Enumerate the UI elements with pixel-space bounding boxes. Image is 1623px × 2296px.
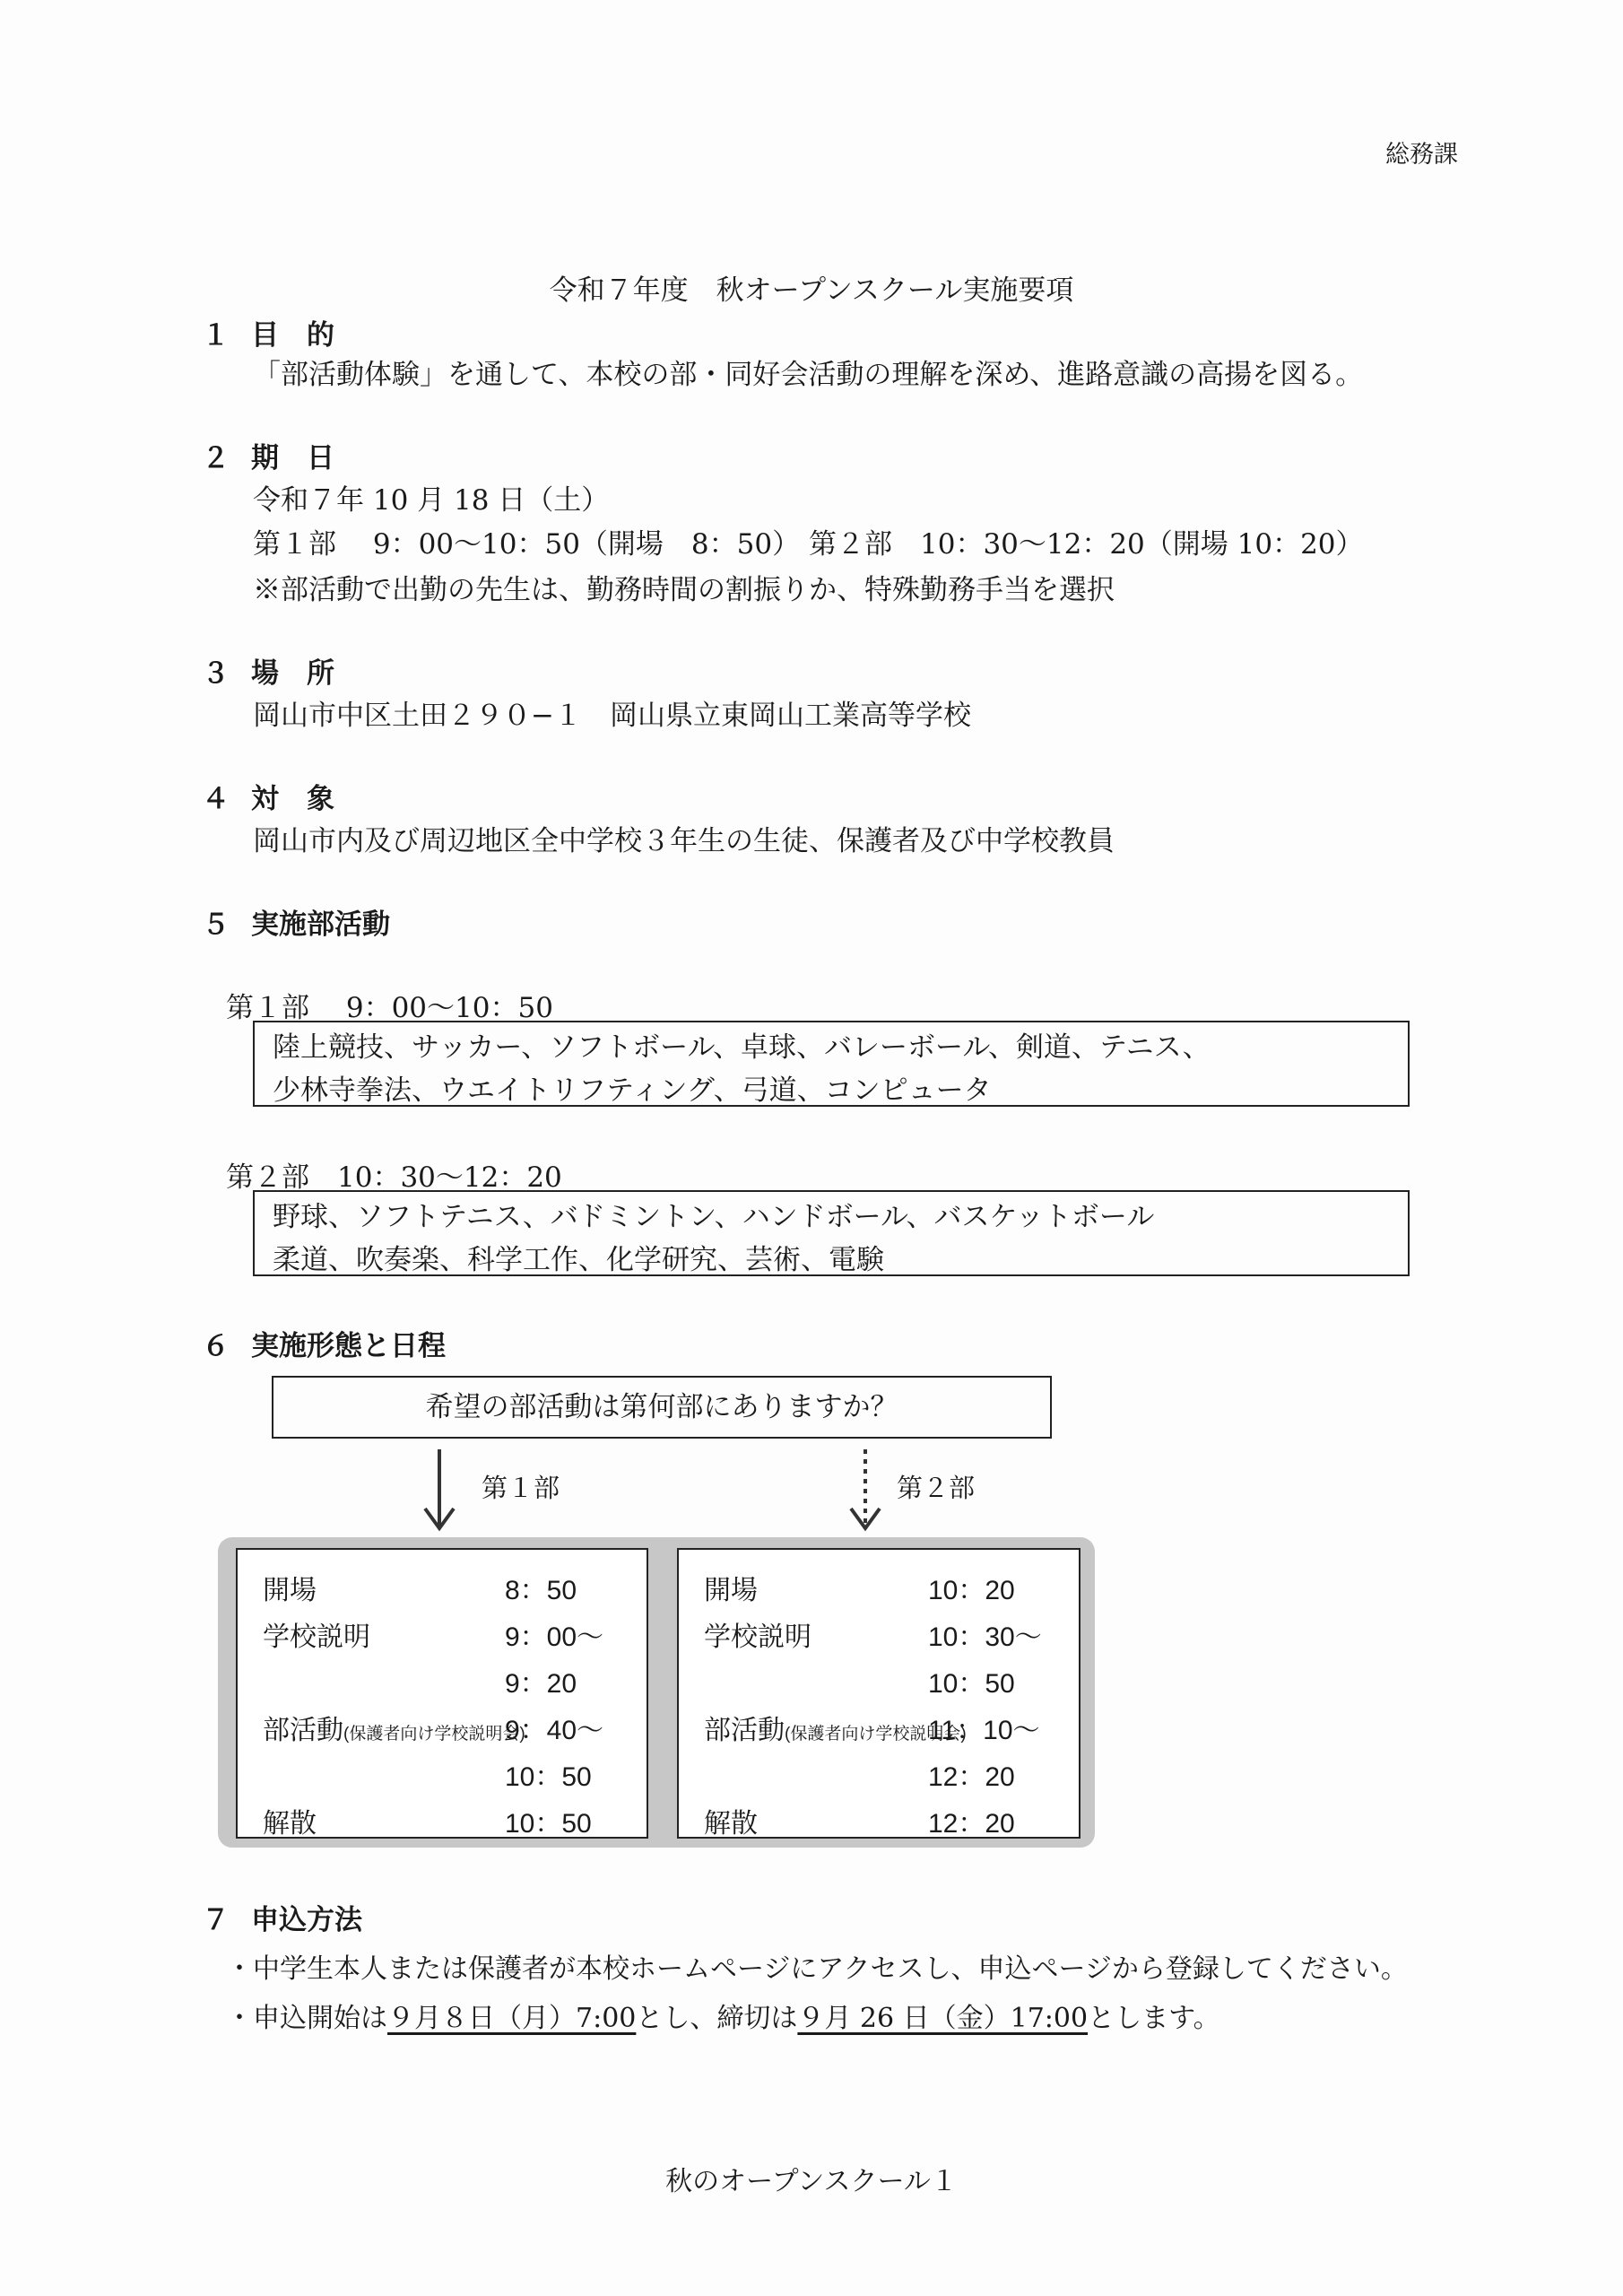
part-2-clubs-line-2: 柔道、吹奏楽、科学工作、化学研究、芸術、電験 (273, 1244, 884, 1276)
part-2-clubs-box (253, 1190, 1410, 1276)
part-1-clubs-box (253, 1021, 1410, 1107)
schedule-2-club-label-wrap (704, 1708, 967, 1747)
schedule-1-open-row (263, 1568, 638, 1614)
department-label: 総務課 (1385, 141, 1458, 169)
section-4-label: 対 象 (251, 783, 334, 815)
section-5-number: ５ (202, 909, 230, 941)
solid-down-arrow-icon (421, 1446, 457, 1535)
schedule-2-open-row (704, 1568, 1070, 1614)
schedule-2-open-time: 10：20 (928, 1576, 1015, 1605)
target-text: 岡山市内及び周辺地区全中学校３年生の生徒、保護者及び中学校教員 (253, 825, 1115, 857)
schedule-1-dismiss-label: 解散 (263, 1809, 317, 1839)
purpose-text: 「部活動体験」を通して、本校の部・同好会活動の理解を深め、進路意識の高揚を図る。 (253, 359, 1364, 391)
part-1-clubs-line-1: 陸上競技、サッカー、ソフトボール、卓球、バレーボール、剣道、テニス、 (273, 1031, 1211, 1064)
section-6-heading (202, 1323, 446, 1363)
schedule-1-club-label: 部活動 (263, 1716, 343, 1745)
application-start: ９月８日（月）7:00 (387, 2003, 637, 2034)
section-2-heading (202, 435, 334, 475)
schedule-1-club-label-wrap (263, 1708, 525, 1747)
dotted-down-arrow-icon (847, 1446, 883, 1535)
section-2-label: 期 日 (251, 442, 334, 474)
schedule-1-club-row (263, 1708, 638, 1754)
teacher-note: ※部活動で出勤の先生は、勤務時間の割振りか、特殊勤務手当を選択 (253, 574, 1115, 606)
section-1-label: 目 的 (251, 319, 334, 352)
application-line-2 (226, 1996, 1220, 2035)
schedule-2-club-end-row (704, 1754, 1070, 1801)
schedule-2-club-end: 12：20 (928, 1762, 1015, 1792)
venue-text: 岡山市中区土田２９０−１ 岡山県立東岡山工業高等学校 (253, 700, 971, 732)
application-line-1: ・中学生本人または保護者が本校ホームページにアクセスし、申込ページから登録してください。 (226, 1953, 1408, 1985)
schedule-2-dismiss-time: 12：20 (928, 1809, 1015, 1839)
schedule-1-open-label: 開場 (263, 1576, 317, 1605)
schedule-1-briefing-end-row (263, 1661, 638, 1708)
question-box: 希望の部活動は第何部にありますか？ (272, 1376, 1052, 1439)
part-1-time: 第１部 9：00〜10：50（開場 8：50） (253, 528, 801, 561)
schedule-2-briefing-label: 学校説明 (704, 1622, 812, 1652)
schedule-2-open-label: 開場 (704, 1576, 758, 1605)
schedule-2-club-label: 部活動 (704, 1716, 785, 1745)
schedule-1-dismiss-time: 10：50 (505, 1809, 592, 1839)
event-date: 令和７年 10 月 18 日（土） (253, 484, 610, 517)
schedule-2-club-start: 11：10〜 (928, 1716, 1040, 1745)
schedule-2-club-row (704, 1708, 1070, 1754)
schedule-1-club-note: (保護者向け学校説明会) (343, 1725, 525, 1744)
section-3-heading (202, 650, 334, 691)
schedule-2-briefing-row (704, 1614, 1070, 1661)
document-title: 令和７年度 秋オープンスクール実施要項 (549, 274, 1074, 307)
part-2-clubs-heading: 第２部 10：30〜12：20 (226, 1161, 562, 1194)
page-footer: 秋のオープンスクール１ (665, 2166, 958, 2197)
part-2-time: 第２部 10：30〜12：20（開場 10：20） (809, 528, 1364, 561)
section-5-heading (202, 901, 390, 942)
schedule-1-club-end: 10：50 (505, 1762, 592, 1792)
section-5-label: 実施部活動 (251, 909, 390, 941)
section-2-number: ２ (202, 442, 230, 474)
schedule-1-briefing-start: 9：00〜 (505, 1622, 604, 1652)
application-line-2-prefix: ・申込開始は (226, 2003, 387, 2034)
application-deadline: ９月 26 日（金）17:00 (797, 2003, 1089, 2034)
section-3-label: 場 所 (251, 657, 334, 690)
schedule-part-2 (677, 1548, 1081, 1839)
schedule-1-briefing-label: 学校説明 (263, 1622, 370, 1652)
schedule-2-briefing-end-row (704, 1661, 1070, 1708)
schedule-2-dismiss-row (704, 1801, 1070, 1848)
section-3-number: ３ (202, 657, 230, 690)
schedule-1-dismiss-row (263, 1801, 638, 1848)
section-7-heading (202, 1897, 362, 1937)
section-1-heading (202, 312, 334, 352)
schedule-1-club-end-row (263, 1754, 638, 1801)
section-1-number: １ (202, 319, 230, 352)
application-line-2-mid: とし、締切は (636, 2003, 798, 2034)
arrow-1-label: 第１部 (482, 1473, 560, 1503)
section-7-number: ７ (202, 1904, 230, 1936)
application-line-2-suffix: とします。 (1088, 2003, 1220, 2034)
section-6-number: ６ (202, 1330, 230, 1362)
part-1-clubs-heading: 第１部 9：00〜10：50 (226, 992, 553, 1024)
section-4-heading (202, 776, 334, 816)
schedule-1-open-time: 8：50 (505, 1576, 577, 1605)
schedule-2-briefing-end: 10：50 (928, 1669, 1015, 1699)
part-2-clubs-line-1: 野球、ソフトテニス、バドミントン、ハンドボール、バスケットボール (273, 1201, 1155, 1233)
schedule-1-briefing-end: 9：20 (505, 1669, 577, 1699)
schedule-part-1 (236, 1548, 648, 1839)
schedule-2-briefing-start: 10：30〜 (928, 1622, 1042, 1652)
section-7-label: 申込方法 (251, 1904, 362, 1936)
schedule-1-briefing-row (263, 1614, 638, 1661)
schedule-2-club-note: (保護者向け学校説明会) (785, 1725, 967, 1744)
section-4-number: ４ (202, 783, 230, 815)
schedule-2-dismiss-label: 解散 (704, 1809, 758, 1839)
schedule-1-club-start: 9：40〜 (505, 1716, 604, 1745)
arrow-2-label: 第２部 (897, 1473, 976, 1503)
part-1-clubs-line-2: 少林寺拳法、ウエイトリフティング、弓道、コンピュータ (273, 1074, 992, 1107)
section-6-label: 実施形態と日程 (251, 1330, 446, 1362)
